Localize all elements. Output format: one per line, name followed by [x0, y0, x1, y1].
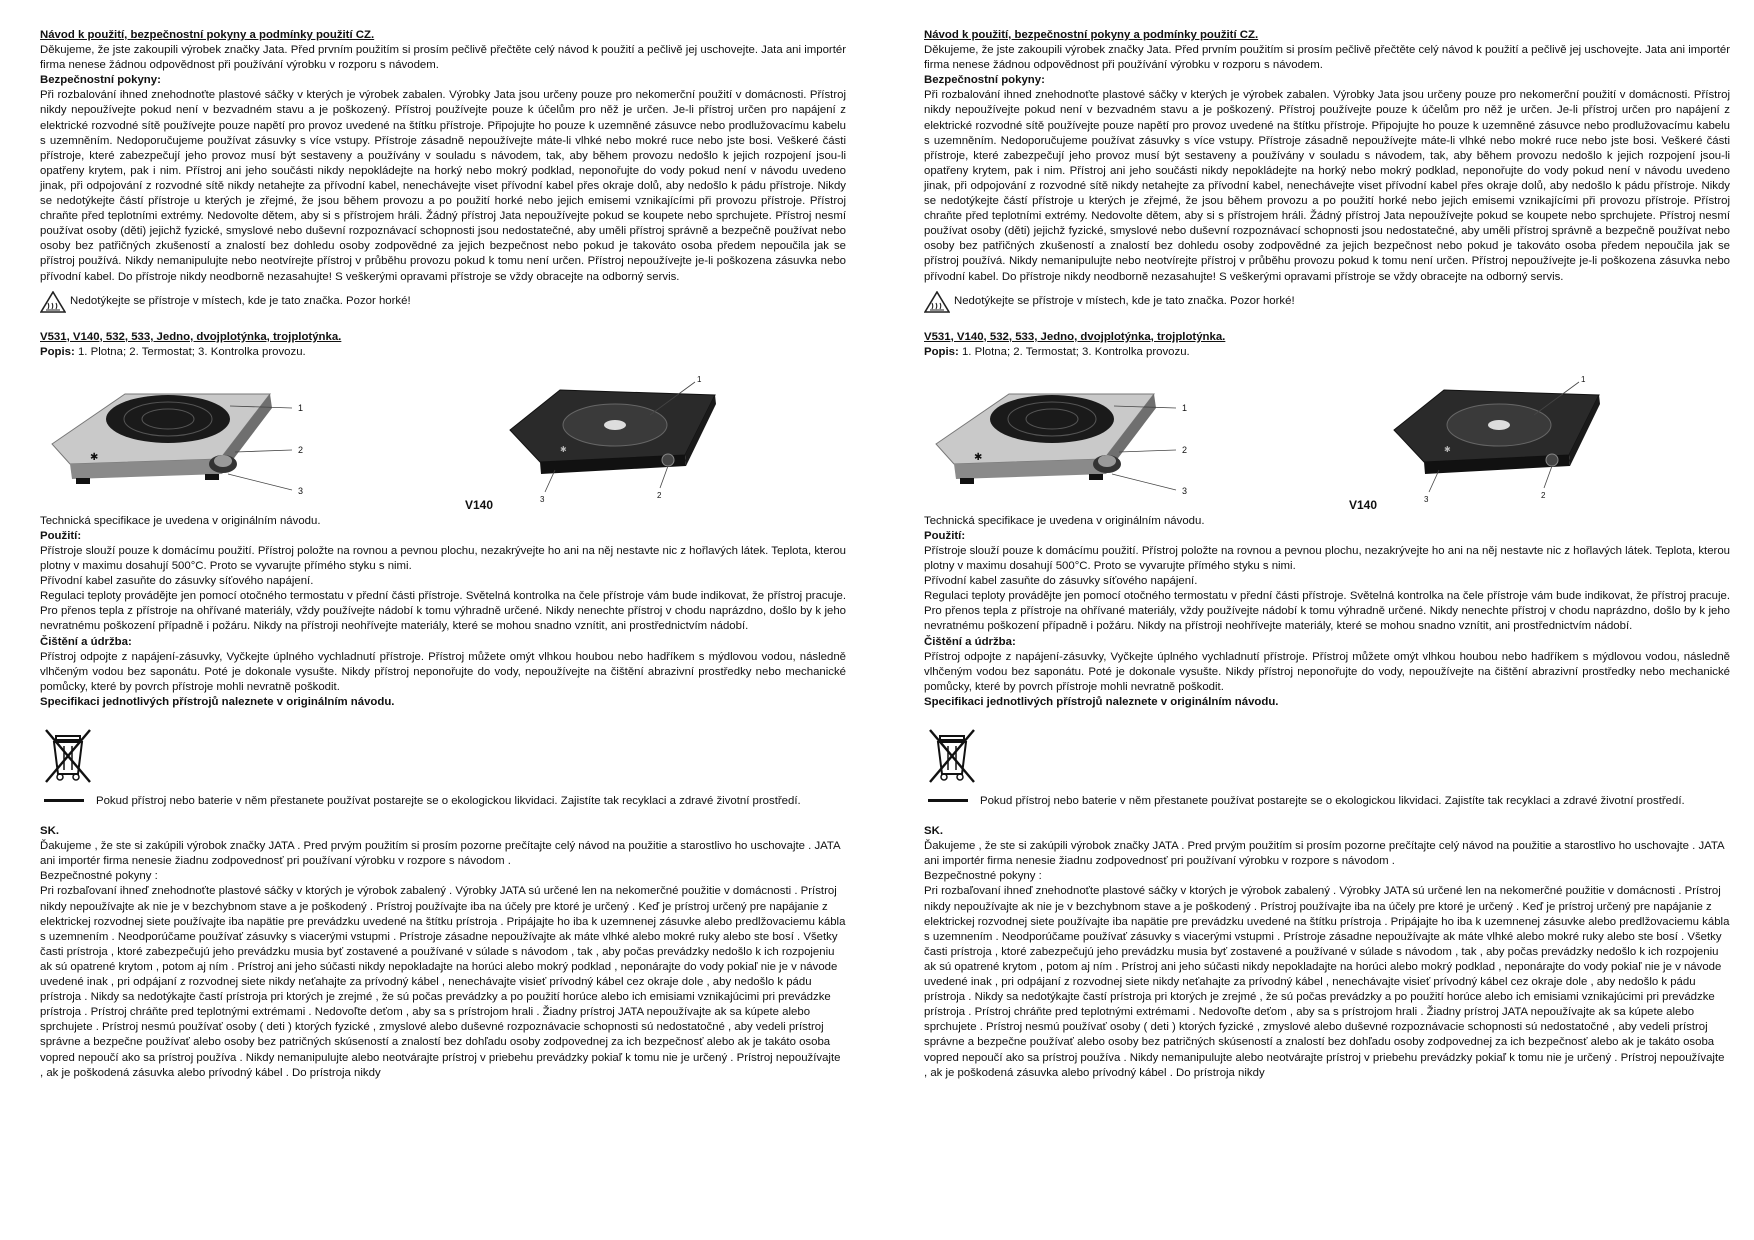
recycle-line: [924, 794, 1730, 809]
callout-3: 3: [540, 494, 545, 504]
use-text-3: Regulaci teploty provádějte jen pomocí otočného termostatu v přední části přístroje. Světelná kontrolka na čele přístroje vám bude indikovat, že přístroj pracuje. Pro přenos tepla z přístroje na ohřívané materiály, vždy používejte nádobí k tomu výhradně určené. Nikdy nenechte přístroj v chodu naprázdno, došlo by k jeho nevratnému poškození případně i požáru. Nikdy na přístroji neohřívejte materiály, které se mohou snadno vznítit, ani prostřednictvím nádobí.: [40, 590, 846, 633]
use-text-1: Přístroje slouží pouze k domácímu použití. Přístroj položte na rovnou a pevnou plochu, nezakrývejte ho ani na něj nestavte nic z hořlavých látek. Teplota, kterou plotny v maximu dosahují 500°C. Proto se vyvarujte přímého styku s nimi.: [924, 544, 1730, 573]
black-hotplate-illustration: [1384, 370, 1624, 510]
cz-safety-text: Při rozbalování ihned znehodnoťte plastové sáčky v kterých je výrobek zabalen. Výrobky Jata jsou určeny pouze pro nekomerční použití v domácnosti. Přístroj nikdy nepoužívejte pokud není v bezvadném stavu a je poškozený. Přístroj používejte pouze k účelům pro něž je určen. Je-li přístroj určen pro napájení z elektrické rozvodné sítě používejte pouze napětí pro provoz uvedené na štítku přístroje. Připojujte ho pouze k uzemněné zásuvce nebo prodlužovacímu kabelu s uzemněním. Nedoporučujeme používat zásuvky s více vstupy. Přístroje zásadně nepoužívejte máte-li vlhké nebo mokré ruce nebo jste bosi. Veškeré části přístroje, které zabezpečují jeho provoz musí být sestaveny a používány v souladu s návodem, tak, aby během provozu nedošlo k jejich rozpojení jsou-li opatřeny krytem, pak i nim. Přístroj ani jeho součásti nikdy nepokládejte na horký nebo mokrý podklad, neponořujte do vody pokud není v návodu uvedeno jinak, při odpojování z rozvodné sítě nikdy netahejte za přívodní kabel, nenechávejte viset přívodní kabel přes okraje dolů, aby nedošlo k pádu přístroje. Nikdy se nedotýkejte částí přístroje u kterých je zřejmé, že jsou během provozu a po použití horké nebo jejich emisemi vznikajícími při provozu přístroje. Přístroj chraňte před teplotními extrémy. Nedovolte dětem, aby si s přístrojem hráli. Žádný přístroj Jata nepoužívejte pokud se koupete nebo sprchujete. Přístroj nesmí používat osoby (děti) jejichž fyzické, smyslové nebo duševní rozpoznávací schopnosti jsou nedostatečné, aby uměli přístroj správně a bezpečně používat nebo osoby bez patřičných zkušeností a znalostí bez dohledu osoby zodpovědné za jejich bezpečnost nebo pokud je takováto osoba předem nepoučila jak se přístroj používá. Nikdy nemanipulujte nebo neotvírejte přístroj v průběhu provozu pokud k tomu není určen. Přístroj nepoužívejte je-li poškozena zásuvka nebo přívodní kabel. Do přístroje nikdy neodborně nezasahujte! S veškerými opravami přístroje se vždy obracejte na odborný servis.: [40, 89, 846, 283]
callout-1: 1: [1182, 402, 1188, 413]
cz-safety-heading: Bezpečnostní pokyny:: [40, 74, 161, 87]
sk-heading: SK.: [40, 825, 59, 838]
model-heading: V531, V140, 532, 533, Jedno, dvojplotýnka, trojplotýnka.: [924, 330, 1226, 343]
recycle-line: [40, 794, 846, 809]
callout-3: 3: [1424, 494, 1429, 504]
callout-2: 2: [1541, 490, 1546, 500]
right-column: [924, 28, 1730, 1081]
black-hotplate-illustration: [500, 370, 740, 510]
recycle-text: Pokud přístroj nebo baterie v něm přestanete používat postarejte se o ekologickou likvidaci. Zajistíte tak recyklaci a zdravé životní prostředí.: [96, 795, 801, 807]
popis-label: Popis:: [40, 345, 75, 358]
svg-text:✱: ✱: [974, 451, 983, 463]
product-figures: [40, 364, 846, 514]
callout-3: 3: [298, 485, 304, 496]
crossed-bin-icon: [924, 726, 980, 784]
sk-safety-heading: Bezpečnostné pokyny :: [924, 870, 1042, 883]
sk-intro: Ďakujeme , že ste si zakúpili výrobok značky JATA . Pred prvým použitím si prosím pozorne prečítajte celý návod na použitie a starostlivo ho uschovajte . JATA ani importér firma nenesie žiadnu zodpovednosť pri používaní výrobku v rozpore s návodom .: [924, 840, 1725, 868]
callout-1: 1: [1581, 374, 1586, 384]
use-heading: Použití:: [40, 529, 82, 542]
cz-intro: Děkujeme, že jste zakoupili výrobek značky Jata. Před prvním použitím si prosím pečlivě přečtěte celý návod k použití a pečlivě jej uschovejte. Jata ani importér firma nenese žádnou odpovědnost při používání výrobku v rozporu s návodem.: [924, 44, 1730, 72]
left-column: [40, 28, 846, 1081]
svg-text:✱: ✱: [1444, 444, 1451, 454]
svg-text:✱: ✱: [90, 451, 99, 463]
sk-heading: SK.: [924, 825, 943, 838]
callout-2: 2: [657, 490, 662, 500]
cz-safety-text: Při rozbalování ihned znehodnoťte plastové sáčky v kterých je výrobek zabalen. Výrobky Jata jsou určeny pouze pro nekomerční použití v domácnosti. Přístroj nikdy nepoužívejte pokud není v bezvadném stavu a je poškozený. Přístroj používejte pouze k účelům pro něž je určen. Je-li přístroj určen pro napájení z elektrické rozvodné sítě používejte pouze napětí pro provoz uvedené na štítku přístroje. Připojujte ho pouze k uzemněné zásuvce nebo prodlužovacímu kabelu s uzemněním. Nedoporučujeme používat zásuvky s více vstupy. Přístroje zásadně nepoužívejte máte-li vlhké nebo mokré ruce nebo jste bosi. Veškeré části přístroje, které zabezpečují jeho provoz musí být sestaveny a používány v souladu s návodem, tak, aby během provozu nedošlo k jejich rozpojení jsou-li opatřeny krytem, pak i nim. Přístroj ani jeho součásti nikdy nepokládejte na horký nebo mokrý podklad, neponořujte do vody pokud není v návodu uvedeno jinak, při odpojování z rozvodné sítě nikdy netahejte za přívodní kabel, nenechávejte viset přívodní kabel přes okraje dolů, aby nedošlo k pádu přístroje. Nikdy se nedotýkejte částí přístroje u kterých je zřejmé, že jsou během provozu a po použití horké nebo jejich emisemi vznikajícími při provozu přístroje. Přístroj chraňte před teplotními extrémy. Nedovolte dětem, aby si s přístrojem hráli. Žádný přístroj Jata nepoužívejte pokud se koupete nebo sprchujete. Přístroj nesmí používat osoby (děti) jejichž fyzické, smyslové nebo duševní rozpoznávací schopnosti jsou nedostatečné, aby uměli přístroj správně a bezpečně používat nebo osoby bez patřičných zkušeností a znalostí bez dohledu osoby zodpovědné za jejich bezpečnost nebo pokud je takováto osoba předem nepoučila jak se přístroj používá. Nikdy nemanipulujte nebo neotvírejte přístroj v průběhu provozu pokud k tomu není určen. Přístroj nepoužívejte je-li poškozena zásuvka nebo přívodní kabel. Do přístroje nikdy neodborně nezasahujte! S veškerými opravami přístroje se vždy obracejte na odborný servis.: [924, 89, 1730, 283]
popis-text: 1. Plotna; 2. Termostat; 3. Kontrolka provozu.: [958, 345, 1190, 358]
callout-3: 3: [1182, 485, 1188, 496]
use-text-3: Regulaci teploty provádějte jen pomocí otočného termostatu v přední části přístroje. Světelná kontrolka na čele přístroje vám bude indikovat, že přístroj pracuje. Pro přenos tepla z přístroje na ohřívané materiály, vždy používejte nádobí k tomu výhradně určené. Nikdy nenechte přístroj v chodu naprázdno, došlo by k jeho nevratnému poškození případně i požáru. Nikdy na přístroji neohřívejte materiály, které se mohou snadno vznítit, ani prostřednictvím nádobí.: [924, 590, 1730, 633]
clean-heading: Čištění a údržba:: [40, 635, 132, 648]
sk-intro: Ďakujeme , že ste si zakúpili výrobok značky JATA . Pred prvým použitím si prosím pozorne prečítajte celý návod na použitie a starostlivo ho uschovajte . JATA ani importér firma nenesie žiadnu zodpovednosť pri používaní výrobku v rozpore s návodom .: [40, 840, 841, 868]
hot-warning-text: Nedotýkejte se přístroje v místech, kde je tato značka. Pozor horké!: [70, 295, 411, 308]
sk-safety-heading: Bezpečnostné pokyny :: [40, 870, 158, 883]
use-text-2: Přívodní kabel zasuňte do zásuvky síťového napájení.: [40, 575, 314, 588]
svg-text:✱: ✱: [560, 444, 567, 454]
sk-safety-text: Pri rozbaľovaní ihneď znehodnoťte plastové sáčky v ktorých je výrobok zabalený . Výrobky JATA sú určené len na nekomerčné použitie v domácnosti . Prístroj nikdy nepoužívajte ak nie je v bezchybnom stave a je poškodený . Prístroj používajte iba na účely pre ktoré je určený . Keď je prístroj určený pre napájanie z elektrickej rozvodnej siete používajte iba napätie pre prevádzku uvedené na štítku prístroja . Pripájajte ho iba k uzemnenej zásuvke alebo predlžovaciemu kábla s uzemnením . Neodporúčame používať zásuvky s viacerými vstupmi . Prístroje zásadne nepoužívajte ak máte vlhké alebo mokré ruky alebo ste bosí . Všetky časti prístroja , ktoré zabezpečujú jeho prevádzku musia byť zostavené a používané v súlade s návodom , tak , aby počas prevádzky nedošlo k ich rozpojeniu ak sú opatrené krytom , potom aj ním . Prístroj ani jeho súčasti nikdy nepokladajte na horúci alebo mokrý podklad , neponárajte do vody pokiaľ nie je v návode uvedené inak , pri odpájaní z rozvodnej siete nikdy neťahajte za prívodný kábel , nenechávajte visieť prívodný kábel cez okraje dole , aby nedošlo k pádu prístroja . Nikdy sa nedotýkajte častí prístroja pri ktorých je zrejmé , že sú počas prevádzky a po použití horúce alebo ich emisiami vznikajúcimi pri prevádzke prístroja . Prístroj chráňte pred teplotnými extrémami . Nedovoľte deťom , aby sa s prístrojom hrali . Žiadny prístroj JATA nepoužívajte ak sa kúpete alebo sprchujete . Prístroj nesmú používať osoby ( deti ) ktorých fyzické , zmyslové alebo duševné rozpoznávacie schopnosti sú nedostatočné , aby vedeli prístroj správne a bezpečne používať alebo osoby bez patričných skúseností a znalostí bez dohľadu osoby zodpovednej za ich bezpečnosť alebo ak je takáto osoba vopred nepoučí ako sa prístroj používa . Nikdy nemanipulujte alebo neotvárajte prístroj v priebehu prevádzky pokiaľ k tomu nie je určený . Prístroj nepoužívajte , ak je poškodená zásuvka alebo prívodný kábel . Do prístroja nikdy: [924, 885, 1730, 1079]
weee-block: [924, 726, 1730, 794]
cz-safety-heading: Bezpečnostní pokyny:: [924, 74, 1045, 87]
cz-title: Návod k použití, bezpečnostní pokyny a podmínky použití CZ.: [924, 29, 1259, 41]
cz-title: Návod k použití, bezpečnostní pokyny a podmínky použití CZ.: [40, 29, 375, 41]
figure-caption: V140: [465, 497, 494, 512]
steel-hotplate-illustration: [40, 364, 330, 504]
popis-label: Popis:: [924, 345, 959, 358]
clean-text: Přístroj odpojte z napájení-zásuvky, Vyčkejte úplného vychladnutí přístroje. Přístroj můžete omýt vlhkou houbou nebo hadříkem s mýdlovou vodou, následně vlhčeným vodou bez saponátu. Poté je dokonale vysušte. Nikdy přístroj neponořujte do vody, nepoužívejte na čištění abrazivní prostředky nebo mechanické pomůcky, které by povrch přístroje mohli nevratně poškodit.: [924, 650, 1730, 693]
spec-note: Specifikaci jednotlivých přístrojů naleznete v originálním návodu.: [924, 695, 1279, 708]
callout-2: 2: [1182, 444, 1188, 455]
hot-warning-text: Nedotýkejte se přístroje v místech, kde je tato značka. Pozor horké!: [954, 295, 1295, 308]
callout-2: 2: [298, 444, 304, 455]
sk-safety-text: Pri rozbaľovaní ihneď znehodnoťte plastové sáčky v ktorých je výrobok zabalený . Výrobky JATA sú určené len na nekomerčné použitie v domácnosti . Prístroj nikdy nepoužívajte ak nie je v bezchybnom stave a je poškodený . Prístroj používajte iba na účely pre ktoré je určený . Keď je prístroj určený pre napájanie z elektrickej rozvodnej siete používajte iba napätie pre prevádzku uvedené na štítku prístroja . Pripájajte ho iba k uzemnenej zásuvke alebo predlžovaciemu kábla s uzemnením . Neodporúčame používať zásuvky s viacerými vstupmi . Prístroje zásadne nepoužívajte ak máte vlhké alebo mokré ruky alebo ste bosí . Všetky časti prístroja , ktoré zabezpečujú jeho prevádzku musia byť zostavené a používané v súlade s návodom , tak , aby počas prevádzky nedošlo k ich rozpojeniu ak sú opatrené krytom , potom aj ním . Prístroj ani jeho súčasti nikdy nepokladajte na horúci alebo mokrý podklad , neponárajte do vody pokiaľ nie je v návode uvedené inak , pri odpájaní z rozvodnej siete nikdy neťahajte za prívodný kábel , nenechávajte visieť prívodný kábel cez okraje dole , aby nedošlo k pádu prístroja . Nikdy sa nedotýkajte častí prístroja pri ktorých je zrejmé , že sú počas prevádzky a po použití horúce alebo ich emisiami vznikajúcimi pri prevádzke prístroja . Prístroj chráňte pred teplotnými extrémami . Nedovoľte deťom , aby sa s prístrojom hrali . Žiadny prístroj JATA nepoužívajte ak sa kúpete alebo sprchujete . Prístroj nesmú používať osoby ( deti ) ktorých fyzické , zmyslové alebo duševné rozpoznávacie schopnosti sú nedostatočné , aby vedeli prístroj správne a bezpečne používať alebo osoby bez patričných skúseností a znalostí bez dohľadu osoby zodpovednej za ich bezpečnosť alebo ak je takáto osoba vopred nepoučí ako sa prístroj používa . Nikdy nemanipulujte alebo neotvárajte prístroj v priebehu prevádzky pokiaľ k tomu nie je určený . Prístroj nepoužívajte , ak je poškodená zásuvka alebo prívodný kábel . Do prístroja nikdy: [40, 885, 846, 1079]
spec-note: Specifikaci jednotlivých přístrojů naleznete v originálním návodu.: [40, 695, 395, 708]
use-heading: Použití:: [924, 529, 966, 542]
product-figures: [924, 364, 1730, 514]
hot-surface-warning-icon: [924, 291, 950, 313]
crossed-bin-icon: [40, 726, 96, 784]
weee-bar: [928, 799, 968, 802]
use-text-2: Přívodní kabel zasuňte do zásuvky síťového napájení.: [924, 575, 1198, 588]
callout-1: 1: [697, 374, 702, 384]
recycle-text: Pokud přístroj nebo baterie v něm přestanete používat postarejte se o ekologickou likvidaci. Zajistíte tak recyklaci a zdravé životní prostředí.: [980, 795, 1685, 807]
weee-block: [40, 726, 846, 794]
clean-heading: Čištění a údržba:: [924, 635, 1016, 648]
popis-line: [40, 345, 846, 360]
hot-warning-row: [40, 291, 846, 313]
tech-spec: Technická specifikace je uvedena v originálním návodu.: [40, 514, 321, 527]
hot-warning-row: [924, 291, 1730, 313]
clean-text: Přístroj odpojte z napájení-zásuvky, Vyčkejte úplného vychladnutí přístroje. Přístroj můžete omýt vlhkou houbou nebo hadříkem s mýdlovou vodou, následně vlhčeným vodou bez saponátu. Poté je dokonale vysušte. Nikdy přístroj neponořujte do vody, nepoužívejte na čištění abrazivní prostředky nebo mechanické pomůcky, které by povrch přístroje mohli nevratně poškodit.: [40, 650, 846, 693]
weee-bar: [44, 799, 84, 802]
steel-hotplate-illustration: [924, 364, 1214, 504]
figure-caption: V140: [1349, 497, 1378, 512]
popis-line: [924, 345, 1730, 360]
use-text-1: Přístroje slouží pouze k domácímu použití. Přístroj položte na rovnou a pevnou plochu, nezakrývejte ho ani na něj nestavte nic z hořlavých látek. Teplota, kterou plotny v maximu dosahují 500°C. Proto se vyvarujte přímého styku s nimi.: [40, 544, 846, 573]
cz-intro: Děkujeme, že jste zakoupili výrobek značky Jata. Před prvním použitím si prosím pečlivě přečtěte celý návod k použití a pečlivě jej uschovejte. Jata ani importér firma nenese žádnou odpovědnost při používání výrobku v rozporu s návodem.: [40, 44, 846, 72]
popis-text: 1. Plotna; 2. Termostat; 3. Kontrolka provozu.: [74, 345, 306, 358]
callout-1: 1: [298, 402, 304, 413]
hot-surface-warning-icon: [40, 291, 66, 313]
tech-spec: Technická specifikace je uvedena v originálním návodu.: [924, 514, 1205, 527]
model-heading: V531, V140, 532, 533, Jedno, dvojplotýnka, trojplotýnka.: [40, 330, 342, 343]
